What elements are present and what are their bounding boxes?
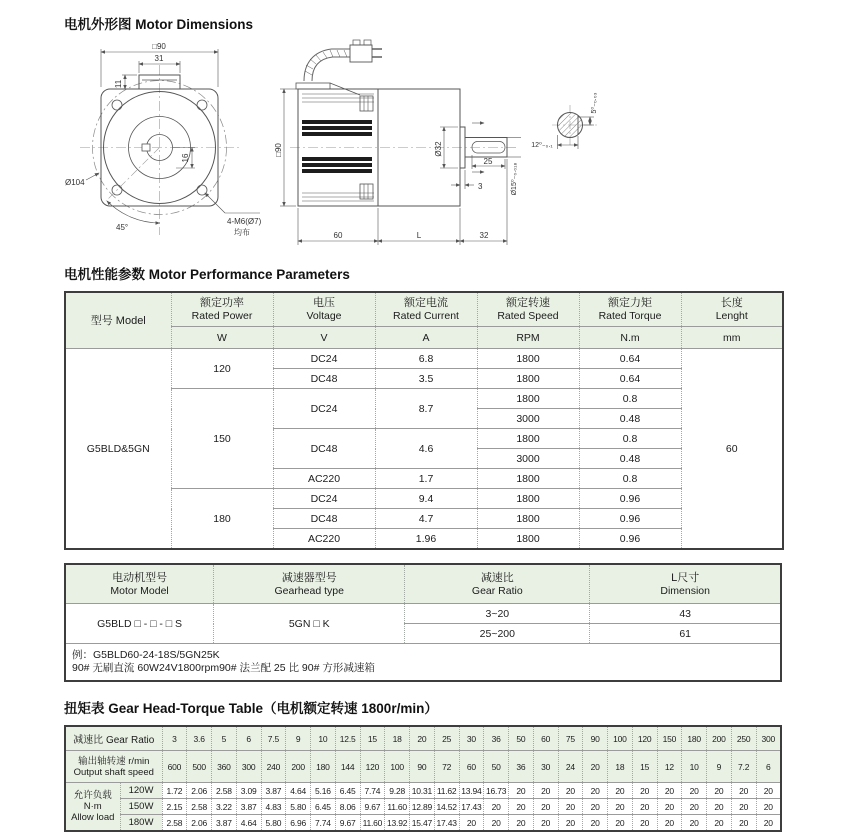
gear-ratio-value-cell: 200 [707,726,732,751]
torque-cell: 0.96 [579,489,681,509]
allow-load-value-cell: 20 [583,799,608,815]
speed-cell: 1800 [477,489,579,509]
allow-load-value-cell: 20 [533,799,558,815]
dim-shaft-length: 32 [479,231,489,240]
gear-note-row [65,644,781,682]
header-cn: L尺寸 [671,571,700,584]
allow-load-value-cell: 20 [756,815,781,832]
front-view [80,49,260,235]
perf-header-model-label: 型号 Model [90,314,146,327]
allow-load-value-cell: 10.31 [410,783,435,799]
power-cell: 180 [171,489,273,550]
allow-load-value-cell: 20 [608,815,633,832]
gear-ratio-row [65,726,781,751]
perf-header-voltage [273,292,375,327]
speed-cell: 1800 [477,509,579,529]
motor-model-cell: G5BLD □ - □ - □ S [65,604,214,644]
allow-load-value-cell: 20 [657,783,682,799]
perf-header-length [681,292,783,327]
allow-load-value-cell: 20 [558,799,583,815]
output-speed-value-cell: 12 [657,751,682,783]
allow-load-value-cell: 20 [731,783,756,799]
output-speed-value-cell: 180 [311,751,336,783]
allow-load-value-cell: 17.43 [459,799,484,815]
unit-a: A [375,327,477,349]
allow-load-value-cell: 20 [682,799,707,815]
gear-ratio-value-cell: 60 [533,726,558,751]
header-en: Gearhead type [274,584,344,597]
section-title-torque-table: 扭矩表 Gear Head-Torque Table（电机额定转速 1800r/min） [64,701,438,716]
gear-ratio-value-cell: 100 [608,726,633,751]
allow-load-value-cell: 12.89 [410,799,435,815]
allow-load-value-cell: 20 [707,783,732,799]
gear-ratio-value-cell: 15 [360,726,385,751]
gear-ratio-label: 减速比 Gear Ratio [65,726,162,751]
torque-cell: 0.64 [579,349,681,369]
perf-unit-row [65,327,783,349]
speed-cell: 3000 [477,449,579,469]
gear-header-ratio [405,564,590,604]
gear-header-row [65,564,781,604]
header-en: Rated Torque [598,310,662,322]
header-en: Rated Current [393,310,459,322]
header-cn: 额定转速 [506,297,550,309]
allow-load-value-cell: 3.22 [212,799,237,815]
output-speed-value-cell: 200 [286,751,311,783]
length-cell: 60 [681,349,783,550]
allow-load-value-cell: 13.92 [385,815,410,832]
allow-load-value-cell: 3.09 [236,783,261,799]
unit-rpm: RPM [477,327,579,349]
allow-load-value-cell: 17.43 [434,815,459,832]
perf-header-current [375,292,477,327]
gear-ratio-value-cell: 36 [484,726,509,751]
allow-load-value-cell: 20 [731,815,756,832]
header-cn: 减速比 [480,571,514,584]
front-view-labels [65,42,262,237]
dim-bolt-circle: Ø104 [65,178,85,187]
perf-header-speed [477,292,579,327]
header-en: Motor Model [110,584,169,597]
gear-ratio-value-cell: 10 [311,726,336,751]
gear-ratio-value-cell: 30 [459,726,484,751]
gear-ratio-value-cell: 150 [657,726,682,751]
gear-ratio-value-cell: 20 [410,726,435,751]
torque-cell: 0.8 [579,469,681,489]
allow-load-value-cell: 20 [608,783,633,799]
unit-v: V [273,327,375,349]
current-cell: 1.7 [375,469,477,489]
gear-ratio-value-cell: 18 [385,726,410,751]
output-speed-value-cell: 600 [162,751,187,783]
perf-header-power [171,292,273,327]
torque-cell: 0.96 [579,509,681,529]
table-row [65,349,783,369]
header-cn: 电动机型号 [112,571,168,584]
torque-cell: 0.8 [579,429,681,449]
allow-load-value-cell: 20 [657,799,682,815]
allow-load-value-cell: 5.80 [261,815,286,832]
output-speed-value-cell: 60 [459,751,484,783]
output-speed-value-cell: 144 [335,751,360,783]
output-speed-label [65,751,162,783]
output-speed-value-cell: 9 [707,751,732,783]
allow-load-value-cell: 8.06 [335,799,360,815]
allow-load-value-cell: 20 [484,799,509,815]
allow-load-value-cell: 6.45 [335,783,360,799]
voltage-cell: DC24 [273,349,375,369]
dim-side-square: □90 [274,143,283,157]
output-speed-value-cell: 240 [261,751,286,783]
load-power-label: 150W [120,799,162,815]
allow-load-label [65,783,120,832]
gearhead-type-cell: 5GN □ K [214,604,405,644]
dim-key-length: 25 [483,157,493,166]
gear-ratio-value-cell: 75 [558,726,583,751]
allow-load-value-cell: 4.83 [261,799,286,815]
allow-load-value-cell: 1.72 [162,783,187,799]
unit-nm: N.m [579,327,681,349]
output-speed-value-cell: 120 [360,751,385,783]
dim-shaft-diameter: Ø15⁰₋₀.₀₁₈ [511,162,518,196]
current-cell: 9.4 [375,489,477,509]
performance-table [64,291,784,550]
current-cell: 8.7 [375,389,477,429]
section-title-motor-dimensions: 电机外形图 Motor Dimensions [64,17,254,32]
allow-load-value-cell: 20 [583,815,608,832]
gear-ratio-value-cell: 9 [286,726,311,751]
torque-cell: 0.8 [579,389,681,409]
gear-header-dimension [590,564,781,604]
allow-load-value-cell: 20 [583,783,608,799]
load-power-label: 120W [120,783,162,799]
voltage-cell: DC48 [273,369,375,389]
gearhead-table [64,563,782,682]
allow-load-value-cell: 7.74 [311,815,336,832]
section-title-performance: 电机性能参数 Motor Performance Parameters [64,267,350,282]
allow-load-value-cell: 6.45 [311,799,336,815]
gear-ratio-value-cell: 250 [731,726,756,751]
gear-ratio-value-cell: 50 [509,726,534,751]
allow-load-value-cell: 2.15 [162,799,187,815]
allow-load-value-cell: 20 [707,799,732,815]
allow-load-value-cell: 15.47 [410,815,435,832]
output-speed-value-cell: 15 [632,751,657,783]
unit-mm: mm [681,327,783,349]
allow-load-value-cell: 2.06 [187,783,212,799]
allow-load-value-cell: 2.06 [187,815,212,832]
header-cn: 电压 [313,297,335,309]
allow-load-value-cell: 2.58 [162,815,187,832]
header-en: Gear Ratio [471,584,523,597]
output-speed-label-en: Output shaft speed [73,766,154,778]
header-cn: 额定功率 [200,297,244,309]
dim-boss-length: 3 [478,182,483,191]
allow-load-value-cell: 3.87 [212,815,237,832]
gear-ratio-value-cell: 180 [682,726,707,751]
allow-load-value-cell: 16.73 [484,783,509,799]
allow-load-value-cell: 20 [509,783,534,799]
current-cell: 3.5 [375,369,477,389]
output-speed-value-cell: 10 [682,751,707,783]
allow-load-value-cell: 3.87 [236,799,261,815]
allow-load-value-cell: 13.94 [459,783,484,799]
allow-load-value-cell: 20 [731,799,756,815]
speed-cell: 1800 [477,469,579,489]
gear-ratio-value-cell: 300 [756,726,781,751]
allow-load-value-cell: 11.62 [434,783,459,799]
allow-load-value-cell: 20 [558,783,583,799]
header-cn: 长度 [720,297,743,309]
allow-load-value-cell: 20 [657,815,682,832]
model-cell: G5BLD&5GN [65,349,171,550]
perf-header-torque [579,292,681,327]
gear-ratio-value-cell: 90 [583,726,608,751]
output-speed-value-cell: 20 [583,751,608,783]
allow-load-value-cell: 20 [707,815,732,832]
allow-load-value-cell: 2.58 [187,799,212,815]
example-note-cell [65,644,781,682]
torque-cell: 0.48 [579,409,681,429]
dim-front-square: □90 [152,42,166,51]
dim-section-flat: 5⁰₋₀.₀₃ [591,92,598,114]
output-speed-value-cell: 6 [756,751,781,783]
allow-load-value-cell: 9.28 [385,783,410,799]
header-en: Rated Power [191,310,253,322]
output-speed-value-cell: 7.2 [731,751,756,783]
allow-load-value-cell: 4.64 [286,783,311,799]
allow-load-value-cell: 20 [558,815,583,832]
allow-load-value-cell: 11.60 [385,799,410,815]
dim-shaft-offset: 16 [181,153,190,163]
current-cell: 4.7 [375,509,477,529]
perf-header-model [65,292,171,349]
dimension-cell: 43 [590,604,781,624]
header-en: Dimension [660,584,710,597]
output-speed-value-cell: 72 [434,751,459,783]
speed-cell: 1800 [477,369,579,389]
dim-terminal-width: 31 [154,54,164,63]
output-speed-value-cell: 36 [509,751,534,783]
load-power-label: 180W [120,815,162,832]
example-note-line1: 例：G5BLD60-24-18S/5GN25K [72,648,220,661]
allow-load-value-cell: 9.67 [360,799,385,815]
allow-load-value-cell: 20 [682,815,707,832]
allow-load-value-cell: 5.16 [311,783,336,799]
voltage-cell: DC24 [273,389,375,429]
ratio-cell: 3~20 [405,604,590,624]
allow-load-value-cell: 20 [632,799,657,815]
allow-load-value-cell: 20 [533,783,558,799]
allow-load-value-cell: 20 [632,815,657,832]
gear-ratio-value-cell: 12.5 [335,726,360,751]
gear-ratio-value-cell: 120 [632,726,657,751]
voltage-cell: AC220 [273,529,375,550]
output-speed-value-cell: 30 [533,751,558,783]
speed-cell: 1800 [477,429,579,449]
gear-ratio-value-cell: 3 [162,726,187,751]
motor-dimensions-drawing [64,37,780,251]
header-en: Lenght [715,310,748,322]
voltage-cell: DC24 [273,489,375,509]
dim-motor-length: 60 [333,231,343,240]
header-cn: 减速器型号 [281,571,337,584]
allow-load-row-120w [65,783,781,799]
output-speed-label-cn: 输出轴转速 r/min [78,755,150,767]
allow-load-value-cell: 9.67 [335,815,360,832]
allow-load-value-cell: 5.80 [286,799,311,815]
allow-load-value-cell: 20 [484,815,509,832]
output-speed-value-cell: 300 [236,751,261,783]
gear-ratio-value-cell: 5 [212,726,237,751]
speed-cell: 3000 [477,409,579,429]
allow-load-value-cell: 20 [509,799,534,815]
allow-load-value-cell: 20 [608,799,633,815]
torque-cell: 0.96 [579,529,681,550]
output-speed-value-cell: 90 [410,751,435,783]
dim-angle-45: 45° [116,223,129,232]
speed-cell: 1800 [477,389,579,409]
allow-load-value-cell: 20 [509,815,534,832]
output-speed-value-cell: 500 [187,751,212,783]
allow-load-label-cn: 允许负载 N·m [73,790,112,812]
dimension-cell: 61 [590,624,781,644]
allow-load-value-cell: 11.60 [360,815,385,832]
allow-load-label-en: Allow load [71,812,115,823]
allow-load-row-180w [65,815,781,832]
header-cn: 额定力矩 [608,297,652,309]
table-row [65,389,783,409]
voltage-cell: AC220 [273,469,375,489]
voltage-cell: DC48 [273,509,375,529]
header-cn: 额定电流 [404,297,448,309]
bolt-note-line1: 4-M6(Ø7) [227,217,262,226]
allow-load-value-cell: 6.96 [286,815,311,832]
dim-section-width: 12⁰₋₀.₁ [531,142,553,149]
side-view-labels [274,141,518,240]
allow-load-value-cell: 14.52 [434,799,459,815]
table-row [65,489,783,509]
allow-load-value-cell: 4.64 [236,815,261,832]
voltage-cell: DC48 [273,429,375,469]
allow-load-value-cell: 20 [756,783,781,799]
allow-load-value-cell: 20 [632,783,657,799]
ratio-cell: 25~200 [405,624,590,644]
speed-cell: 1800 [477,349,579,369]
current-cell: 1.96 [375,529,477,550]
bolt-note-line2: 均布 [234,228,250,237]
torque-cell: 0.64 [579,369,681,389]
perf-header-row [65,292,783,327]
allow-load-value-cell: 3.87 [261,783,286,799]
gear-ratio-value-cell: 25 [434,726,459,751]
dim-gearhead-length: L [416,231,422,240]
allow-load-value-cell: 20 [533,815,558,832]
motor-drawing-svg [64,37,780,251]
output-speed-row [65,751,781,783]
allow-load-value-cell: 7.74 [360,783,385,799]
gear-ratio-value-cell: 6 [236,726,261,751]
speed-cell: 1800 [477,529,579,550]
power-cell: 150 [171,389,273,489]
header-en: Rated Speed [497,310,559,322]
current-cell: 4.6 [375,429,477,469]
output-speed-value-cell: 360 [212,751,237,783]
unit-w: W [171,327,273,349]
gear-ratio-value-cell: 7.5 [261,726,286,751]
table-row [65,604,781,624]
allow-load-value-cell: 2.58 [212,783,237,799]
torque-table [64,725,782,832]
allow-load-row-150w [65,799,781,815]
dim-terminal-height: 11 [114,79,123,89]
gear-header-motor-model [65,564,214,604]
output-speed-value-cell: 24 [558,751,583,783]
gear-ratio-value-cell: 3.6 [187,726,212,751]
side-view [280,40,521,245]
torque-cell: 0.48 [579,449,681,469]
example-note-line2: 90# 无刷直流 60W24V1800rpm90# 法兰配 25 比 90# 方形减速箱 [72,662,375,674]
current-cell: 6.8 [375,349,477,369]
allow-load-value-cell: 20 [459,815,484,832]
power-cell: 120 [171,349,273,389]
output-speed-value-cell: 100 [385,751,410,783]
output-speed-value-cell: 18 [608,751,633,783]
allow-load-value-cell: 20 [756,799,781,815]
dim-boss-diameter: Ø32 [434,141,443,157]
allow-load-value-cell: 20 [682,783,707,799]
header-en: Voltage [306,310,342,322]
gear-header-gearhead-type [214,564,405,604]
output-speed-value-cell: 50 [484,751,509,783]
